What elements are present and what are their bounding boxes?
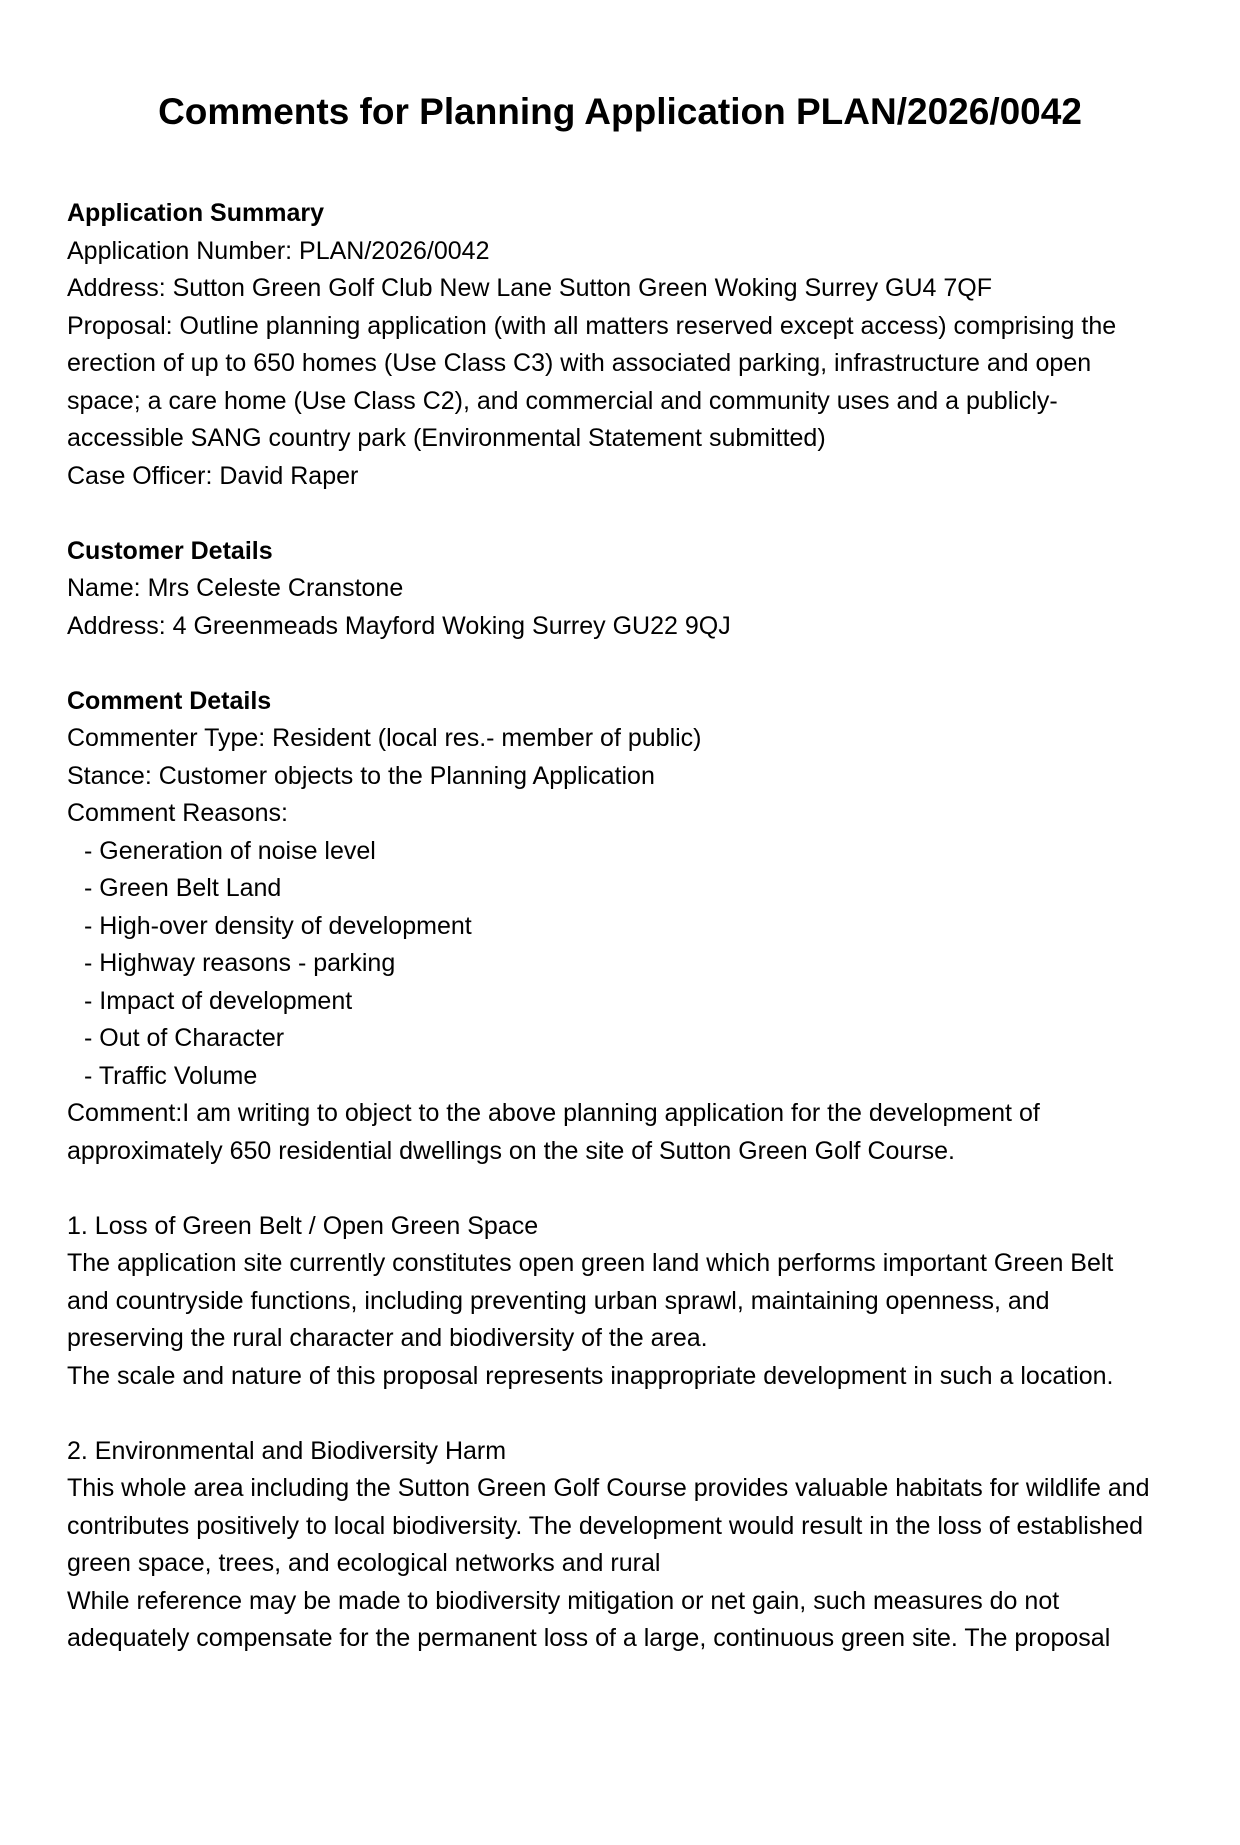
section-green-belt-loss: [67, 1208, 1173, 1396]
proposal-line: space; a care home (Use Class C2), and commercial and community uses and a publicly-: [67, 386, 1058, 415]
section-heading-customer-details: Customer Details: [67, 536, 273, 565]
section-environmental-harm: [67, 1433, 1173, 1658]
customer-name-line: Name: Mrs Celeste Cranstone: [67, 574, 404, 602]
proposal-line: erection of up to 650 homes (Use Class C3) with associated parking, infrastructure and open: [67, 349, 1092, 377]
application-address-line: Address: Sutton Green Golf Club New Lane Sutton Green Woking Surrey GU4 7QF: [67, 274, 992, 302]
blank-line: [67, 645, 1173, 683]
customer-address-line: Address: 4 Greenmeads Mayford Woking Surrey GU22 9QJ: [67, 611, 731, 640]
blank-line: [67, 1170, 1173, 1208]
blank-line: [67, 1395, 1173, 1433]
proposal-line: Proposal: Outline planning application (with all matters reserved except access) comprising the: [67, 311, 1117, 340]
application-number-line: Application Number: PLAN/2026/0042: [67, 236, 490, 265]
body-text-line: This whole area including the Sutton Green Golf Course provides valuable habitats for wildlife and: [67, 1474, 1150, 1502]
comment-reason-item: - Traffic Volume: [84, 1061, 258, 1090]
section-application-summary: [67, 195, 1173, 495]
document-page: [0, 90, 1240, 1845]
commenter-type-line: Commenter Type: Resident (local res.- member of public): [67, 724, 702, 752]
comment-text-line: Comment:I am writing to object to the above planning application for the development of: [67, 1099, 1040, 1127]
body-text-line: The application site currently constitutes open green land which performs important Green Belt: [67, 1249, 1114, 1277]
section-comment-details: [67, 683, 1173, 1171]
body-text-line: adequately compensate for the permanent loss of a large, continuous green site. The proposal: [67, 1624, 1111, 1652]
comment-reason-item: - Generation of noise level: [84, 836, 376, 865]
proposal-line: accessible SANG country park (Environmental Statement submitted): [67, 424, 826, 452]
comment-reason-item: - High-over density of development: [84, 911, 472, 940]
comment-reason-item: - Out of Character: [84, 1024, 285, 1052]
body-text-line: preserving the rural character and biodiversity of the area.: [67, 1324, 708, 1352]
body-text-line: and countryside functions, including preventing urban sprawl, maintaining openness, and: [67, 1286, 1050, 1315]
body-text-line: contributes positively to local biodiversity. The development would result in the loss of established: [67, 1511, 1144, 1540]
comment-reason-item: - Highway reasons - parking: [84, 949, 396, 977]
section-heading-application-summary: Application Summary: [67, 199, 324, 227]
body-text-line: While reference may be made to biodiversity mitigation or net gain, such measures do not: [67, 1586, 1060, 1615]
comment-text-line: approximately 650 residential dwellings on the site of Sutton Green Golf Course.: [67, 1136, 955, 1165]
section-customer-details: [67, 533, 1173, 646]
comment-reasons-label: Comment Reasons:: [67, 799, 288, 827]
comment-reason-item: - Impact of development: [84, 986, 353, 1015]
section-heading-environmental-harm: 2. Environmental and Biodiversity Harm: [67, 1436, 507, 1465]
body-text-line: green space, trees, and ecological networks and rural: [67, 1549, 661, 1577]
stance-line: Stance: Customer objects to the Planning Application: [67, 761, 655, 790]
section-heading-comment-details: Comment Details: [67, 686, 272, 715]
case-officer-line: Case Officer: David Raper: [67, 461, 359, 490]
page-title: Comments for Planning Application PLAN/2026/0042: [158, 91, 1082, 132]
blank-line: [67, 495, 1173, 533]
comment-reason-item: - Green Belt Land: [84, 874, 282, 902]
body-text-line: The scale and nature of this proposal represents inappropriate development in such a location.: [67, 1361, 1114, 1390]
section-heading-green-belt-loss: 1. Loss of Green Belt / Open Green Space: [67, 1211, 539, 1240]
